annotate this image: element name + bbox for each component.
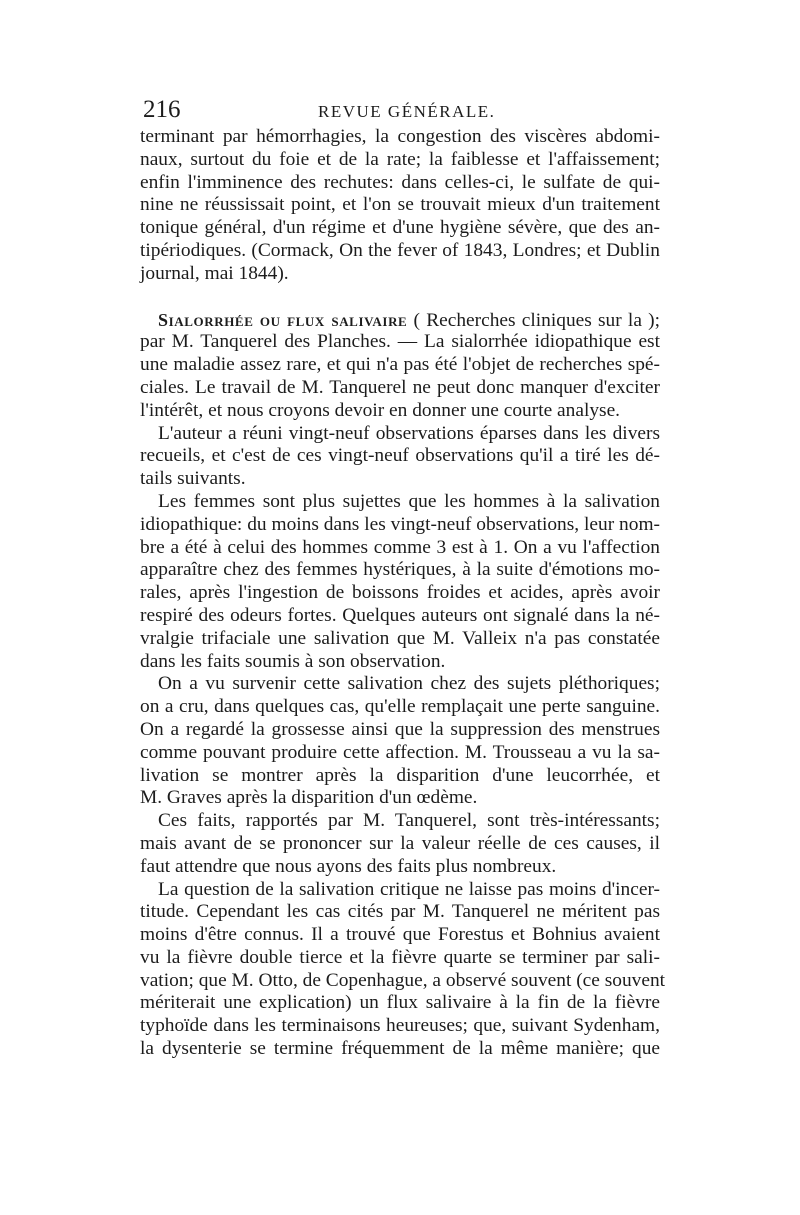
page-number: 216 xyxy=(143,96,181,123)
text-line: ( Recherches cliniques sur la ); xyxy=(413,309,660,331)
text-line: On a vu survenir cette salivation chez des sujets pléthoriques; xyxy=(158,673,660,695)
text-line: On a regardé la grossesse ainsi que la suppression des menstrues xyxy=(140,718,660,740)
paragraph-women xyxy=(140,491,660,673)
body-text xyxy=(140,126,666,1061)
text-line: vralgie trifaciale une salivation que M. Valleix n'a pas constatée xyxy=(140,627,660,649)
text-line: la dysenterie se termine fréquemment de la même manière; que xyxy=(140,1038,660,1060)
text-line: nine ne réussissait point, et l'on se trouvait mieux d'un traitement xyxy=(140,194,660,216)
text-line: terminant par hémorrhagies, la congestion des viscères abdomi- xyxy=(140,126,660,147)
text-line: tipériodiques. (Cormack, On the fever of 1843, Londres; et Dublin xyxy=(140,239,660,261)
text-line: respiré des odeurs fortes. Quelques auteurs ont signalé dans la né- xyxy=(140,604,660,626)
text-line: Ces faits, rapportés par M. Tanquerel, sont très-intéressants; xyxy=(158,810,660,832)
text-line: enfin l'imminence des rechutes: dans celles-ci, le sulfate de qui- xyxy=(140,171,660,193)
text-line: bre a été à celui des hommes comme 3 est à 1. On a vu l'affection xyxy=(140,536,660,558)
text-line: Les femmes sont plus sujettes que les hommes à la salivation xyxy=(158,490,660,512)
paragraph-facts xyxy=(140,810,660,878)
text-line: titude. Cependant les cas cités par M. Tanquerel ne méritent pas xyxy=(140,901,660,923)
text-line: journal, mai 1844). xyxy=(140,262,289,284)
text-line: tonique général, d'un régime et d'une hygiène sévère, que des an- xyxy=(140,217,660,239)
text-line: La question de la salivation critique ne laisse pas moins d'incer- xyxy=(158,878,660,900)
text-line: livation se montrer après la disparition d'une leucorrhée, et xyxy=(140,764,660,786)
text-line: vu la fièvre double tierce et la fièvre quarte se terminer par sali- xyxy=(140,946,660,968)
text-line: par M. Tanquerel des Planches. — La sialorrhée idiopathique est xyxy=(140,331,660,353)
text-line: apparaître chez des femmes hystériques, à la suite d'émotions mo- xyxy=(140,559,660,581)
paragraph-observations xyxy=(140,423,660,491)
text-line: L'auteur a réuni vingt-neuf observations éparses dans les divers xyxy=(158,422,660,444)
text-line: moins d'être connus. Il a trouvé que Forestus et Bohnius avaient xyxy=(140,924,660,946)
running-title: REVUE GÉNÉRALE. xyxy=(318,102,496,121)
paragraph-critical-salivation xyxy=(140,878,666,1061)
text-line: l'intérêt, et nous croyons devoir en donner une courte analyse. xyxy=(140,399,621,421)
text-line: une maladie assez rare, et qui n'a pas été l'objet de recherches spé- xyxy=(140,354,660,376)
text-line: ciales. Le travail de M. Tanquerel ne peut donc manquer d'exciter xyxy=(140,376,660,398)
text-line: faut attendre que nous ayons des faits plus nombreux. xyxy=(140,855,557,877)
text-line: M. Graves après la disparition d'un œdème. xyxy=(140,787,478,809)
paragraph-plethoric xyxy=(140,673,660,810)
page-header xyxy=(143,96,663,126)
section-heading: Sialorrhée ou flux salivaire xyxy=(158,309,408,330)
text-line: vation; que M. Otto, de Copenhague, a observé souvent (ce souvent xyxy=(140,969,666,991)
text-line: naux, surtout du foie et de la rate; la faiblesse et l'affaissement; xyxy=(140,148,660,170)
text-line: rales, après l'ingestion de boissons froides et acides, après avoir xyxy=(140,582,660,604)
section-gap xyxy=(140,286,660,309)
paragraph-intro-continuation xyxy=(140,126,660,286)
text-line: comme pouvant produire cette affection. M. Trousseau a vu la sa- xyxy=(140,741,660,763)
text-line: tails suivants. xyxy=(140,468,246,490)
text-line: typhoïde dans les terminaisons heureuses; que, suivant Sydenham, xyxy=(140,1015,660,1037)
text-line: recueils, et c'est de ces vingt-neuf observations qu'il a tiré les dé- xyxy=(140,445,660,467)
text-line: idiopathique: du moins dans les vingt-neuf observations, leur nom- xyxy=(140,513,660,535)
text-line: on a cru, dans quelques cas, qu'elle remplaçait une perte sanguine. xyxy=(140,696,660,718)
text-line: dans les faits soumis à son observation. xyxy=(140,650,446,672)
section-heading-line xyxy=(140,309,660,332)
paragraph-sialorrhee xyxy=(140,309,660,423)
text-line: mais avant de se prononcer sur la valeur réelle de ces causes, il xyxy=(140,832,660,854)
text-line: mériterait une explication) un flux salivaire à la fin de la fièvre xyxy=(140,992,660,1014)
